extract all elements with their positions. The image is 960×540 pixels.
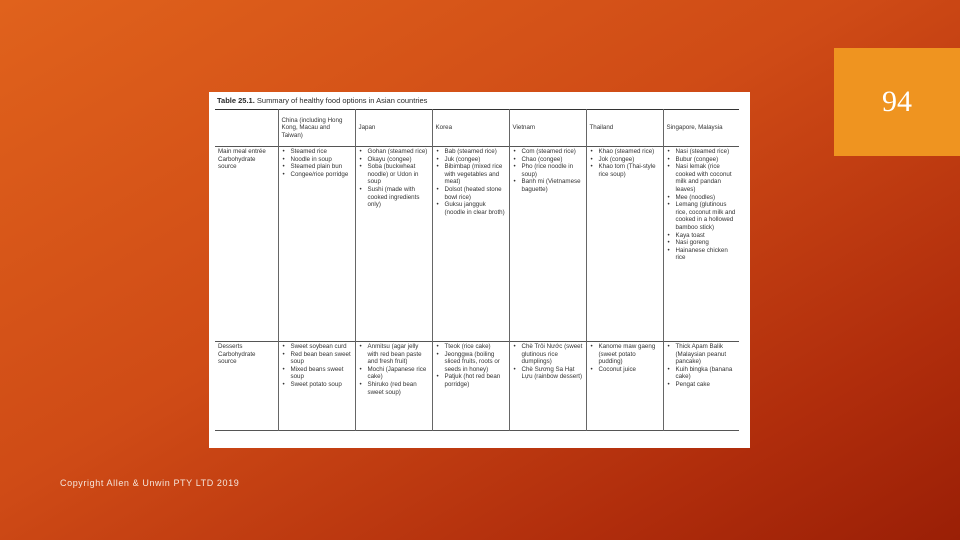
food-item: • Mochi (Japanese rice cake) <box>368 366 429 381</box>
table-cell <box>355 342 432 431</box>
food-item: • Com (steamed rice) <box>522 148 583 156</box>
page-number: 94 <box>882 85 912 118</box>
table-cell <box>278 342 355 431</box>
table-cell <box>355 147 432 342</box>
food-item: • Tteok (rice cake) <box>445 343 506 351</box>
food-item: • Thick Apam Balik (Malaysian peanut pancake) <box>676 343 737 366</box>
food-list <box>513 148 583 194</box>
food-item: • Khao tom (Thai-style rice soup) <box>599 163 660 178</box>
food-item: • Guksu jangguk (noodle in clear broth) <box>445 201 506 216</box>
food-list <box>667 148 737 262</box>
food-item: • Mixed beans sweet soup <box>291 366 352 381</box>
food-list <box>282 148 352 178</box>
page-number-badge <box>834 48 960 156</box>
table-cell <box>432 342 509 431</box>
row-label: Desserts Carbohydrate source <box>218 343 256 366</box>
food-item: • Bab (steamed rice) <box>445 148 506 156</box>
table-row <box>215 147 739 342</box>
table-cell <box>432 147 509 342</box>
food-item: • Jok (congee) <box>599 156 660 164</box>
food-item: • Bubur (congee) <box>676 156 737 164</box>
food-item: • Bibimbap (mixed rice with vegetables and meat) <box>445 163 506 186</box>
food-list <box>590 343 660 373</box>
food-list <box>359 148 429 209</box>
column-header: China (including Hong Kong, Macau and Taiwan) <box>278 110 355 147</box>
food-item: • Banh mi (Vietnamese baguette) <box>522 178 583 193</box>
food-item: • Kaya toast <box>676 232 737 240</box>
food-list <box>590 148 660 178</box>
food-item: • Nasi goreng <box>676 239 737 247</box>
column-header: Korea <box>432 110 509 147</box>
table-cell <box>586 147 663 342</box>
food-item: • Khao (steamed rice) <box>599 148 660 156</box>
food-item: • Sweet soybean curd <box>291 343 352 351</box>
food-item: • Pengat cake <box>676 381 737 389</box>
column-header: Singapore, Malaysia <box>663 110 739 147</box>
food-item: • Patjuk (hot red bean porridge) <box>445 373 506 388</box>
food-item: • Nasi (steamed rice) <box>676 148 737 156</box>
food-item: • Hainanese chicken rice <box>676 247 737 262</box>
table-caption <box>217 96 744 106</box>
food-item: • Chè Sương Sa Hạt Lựu (rainbow dessert) <box>522 366 583 381</box>
food-item: • Red bean bean sweet soup <box>291 351 352 366</box>
food-item: • Sushi (made with cooked ingredients only) <box>368 186 429 209</box>
food-options-table-figure <box>209 92 750 448</box>
food-item: • Steamed plain bun <box>291 163 352 171</box>
table-cell <box>278 147 355 342</box>
food-item: • Chao (congee) <box>522 156 583 164</box>
food-item: • Soba (buckwheat noodle) or Udon in soup <box>368 163 429 186</box>
food-item: • Shiruko (red bean sweet soup) <box>368 381 429 396</box>
food-item: • Gohan (steamed rice) <box>368 148 429 156</box>
food-item: • Kanome maw gaeng (sweet potato pudding) <box>599 343 660 366</box>
food-list <box>282 343 352 389</box>
food-item: • Jeonggwa (boiling sliced fruits, roots or seeds in honey) <box>445 351 506 374</box>
food-options-table <box>215 109 739 431</box>
food-item: • Congee/rice porridge <box>291 171 352 179</box>
food-item: • Mee (noodles) <box>676 194 737 202</box>
food-item: • Dolsot (heated stone bowl rice) <box>445 186 506 201</box>
row-label: Main meal entrée Carbohydrate source <box>218 148 266 171</box>
food-item: • Chè Trôi Nước (sweet glutinous rice dumplings) <box>522 343 583 366</box>
food-list <box>359 343 429 396</box>
food-item: • Juk (congee) <box>445 156 506 164</box>
table-cell <box>509 342 586 431</box>
column-header <box>215 110 278 147</box>
column-header: Japan <box>355 110 432 147</box>
table-caption-number: Table 25.1. <box>217 96 255 105</box>
food-list <box>436 343 506 389</box>
food-item: • Okayu (congee) <box>368 156 429 164</box>
food-list <box>513 343 583 381</box>
column-header: Vietnam <box>509 110 586 147</box>
food-item: • Coconut juice <box>599 366 660 374</box>
table-cell <box>663 342 739 431</box>
food-item: • Pho (rice noodle in soup) <box>522 163 583 178</box>
food-item: • Anmitsu (agar jelly with red bean paste and fresh fruit) <box>368 343 429 366</box>
column-header: Thailand <box>586 110 663 147</box>
food-list <box>436 148 506 216</box>
table-row <box>215 342 739 431</box>
food-item: • Noodle in soup <box>291 156 352 164</box>
table-cell <box>663 147 739 342</box>
copyright-text: Copyright Allen & Unwin PTY LTD 2019 <box>60 478 240 488</box>
table-caption-title: Summary of healthy food options in Asian countries <box>256 96 428 105</box>
food-item: • Lemang (glutinous rice, coconut milk and cooked in a hollowed bamboo stick) <box>676 201 737 231</box>
table-cell <box>586 342 663 431</box>
food-list <box>667 343 737 389</box>
food-item: • Nasi lemak (rice cooked with coconut milk and pandan leaves) <box>676 163 737 193</box>
food-item: • Kuih bingka (banana cake) <box>676 366 737 381</box>
food-item: • Steamed rice <box>291 148 352 156</box>
table-header-row <box>215 110 739 147</box>
table-cell <box>509 147 586 342</box>
food-item: • Sweet potato soup <box>291 381 352 389</box>
